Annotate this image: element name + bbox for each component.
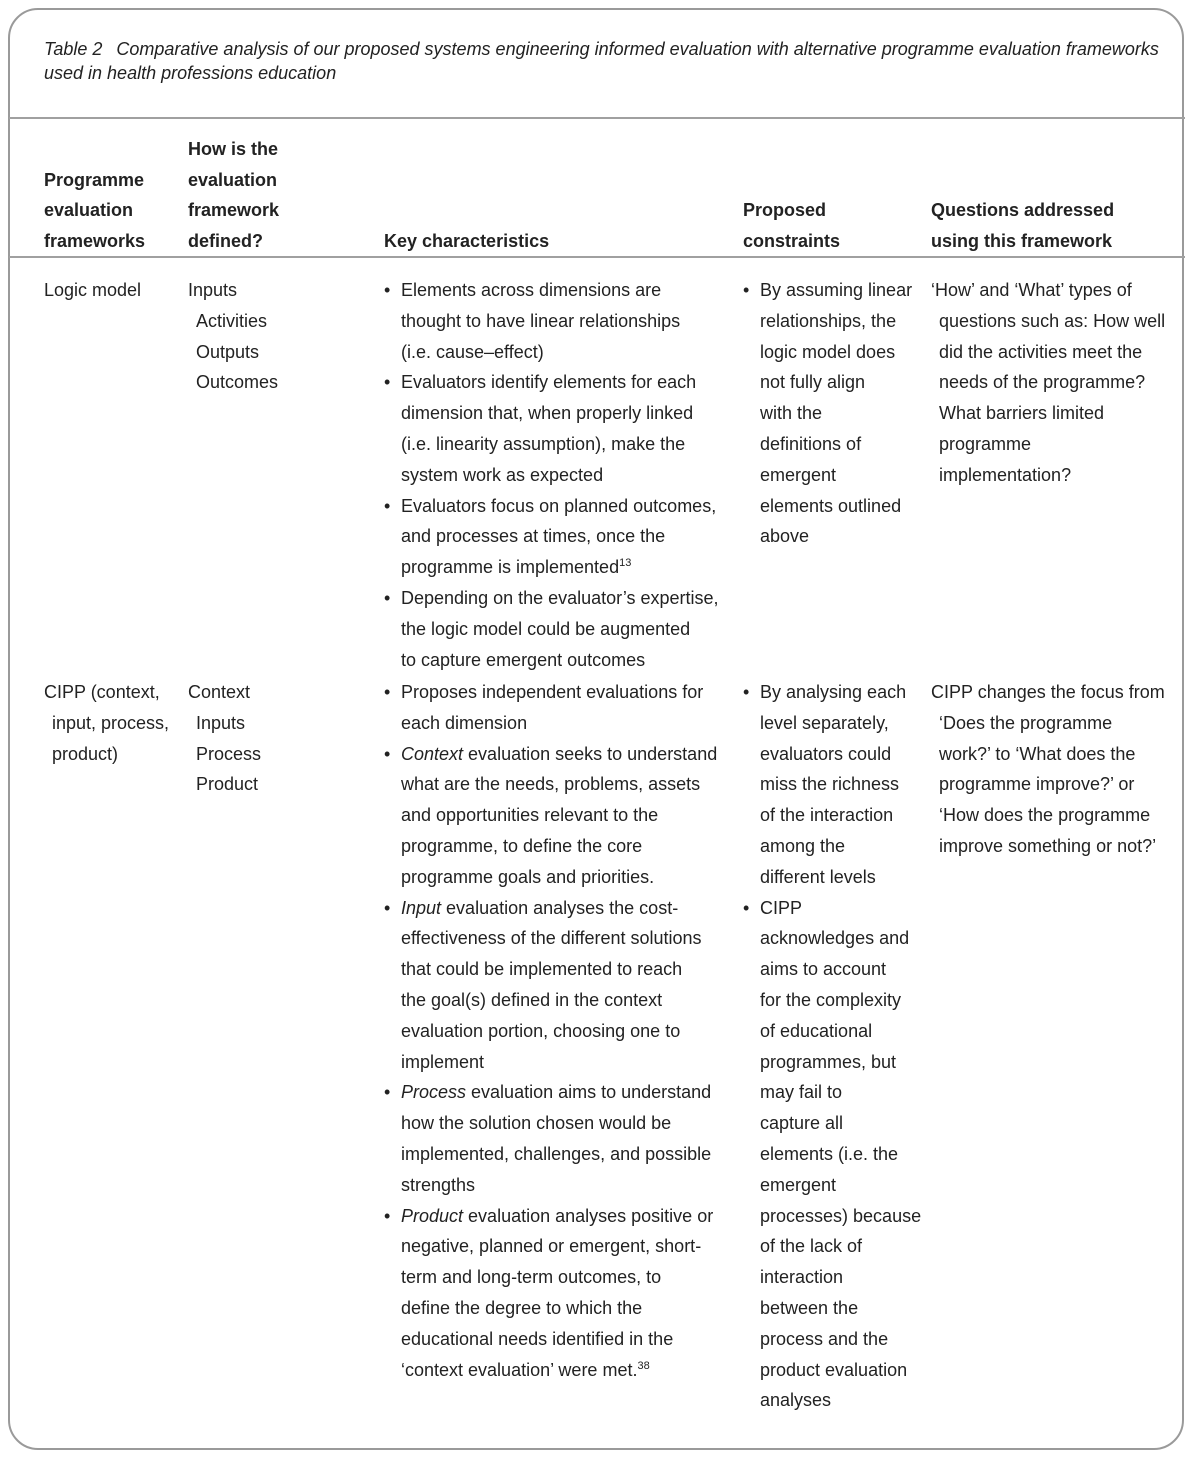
header-questions: Questions addressed using this framework <box>931 200 1115 252</box>
header-framework: Programme evaluation frameworks <box>44 169 146 252</box>
characteristic-item <box>384 739 734 893</box>
characteristic-text: evaluation seeks to understand what are the needs, problems, assets and opportunities relevant to the programme, to define the core programme goals and priorities. <box>401 743 718 887</box>
caption-text: Comparative analysis of our proposed systems engineering informed evaluation with alternative programme evaluation frameworks used in health professions education <box>44 39 1159 83</box>
questions-addressed: ‘How’ and ‘What’ types of questions such as: How well did the activities meet the needs of the programme? What barriers limited programme implementation? <box>931 280 1166 485</box>
header-characteristics: Key characteristics <box>384 231 550 252</box>
reference-superscript: 38 <box>637 1359 650 1372</box>
header-constraints: Proposed constraints <box>743 200 841 252</box>
characteristic-text: evaluation analyses the cost- effectiveness of the different solutions that could be implemented to reach the goal(s) defined in the context evaluation portion, choosing one to implement <box>401 897 702 1072</box>
characteristic-item <box>384 1201 734 1386</box>
framework-definition: Context Inputs Process Product <box>188 682 262 795</box>
reference-superscript: 13 <box>619 557 632 570</box>
characteristic-item <box>384 893 734 1078</box>
characteristic-item <box>384 677 734 739</box>
header-divider <box>9 256 1185 258</box>
constraint-item <box>743 275 923 552</box>
bullet-icon: • <box>384 372 391 393</box>
characteristic-text: evaluation aims to understand how the solution chosen would be implemented, challenges, and possible strengths <box>401 1082 712 1195</box>
bullet-icon: • <box>384 587 391 608</box>
constraint-item <box>743 677 923 893</box>
framework-definition: Inputs Activities Outputs Outcomes <box>188 280 279 393</box>
caption-label: Table 2 <box>44 39 103 59</box>
characteristic-text: Elements across dimensions are thought to have linear relationships (i.e. cause–effect) <box>401 280 681 362</box>
characteristic-item <box>384 1077 734 1200</box>
table-caption <box>44 37 1164 85</box>
characteristic-lead: Context <box>401 743 464 764</box>
bullet-icon: • <box>384 743 391 764</box>
framework-name: Logic model <box>44 280 142 300</box>
characteristic-text: Evaluators focus on planned outcomes, and processes at times, once the programme is implemented <box>401 495 717 578</box>
bullet-icon: • <box>743 280 750 300</box>
characteristic-lead: Process <box>401 1082 467 1103</box>
bullet-icon: • <box>384 280 391 300</box>
characteristic-item <box>384 275 734 367</box>
constraint-text: CIPP acknowledges and aims to account for the complexity of educational programmes, but may fail to capture all elements (i.e. the emergent processes) because of the lack of interaction between the process and the product evaluation analyses <box>760 897 922 1411</box>
characteristic-lead: Input <box>401 897 442 918</box>
proposed-constraints <box>743 275 923 552</box>
bullet-icon: • <box>384 897 391 918</box>
bullet-icon: • <box>384 682 391 702</box>
characteristic-item <box>384 583 734 675</box>
bullet-icon: • <box>743 682 750 702</box>
characteristic-item <box>384 491 734 583</box>
caption-divider <box>9 117 1185 119</box>
bullet-icon: • <box>384 1205 391 1226</box>
header-definition: How is the evaluation framework defined? <box>188 138 280 252</box>
constraint-item <box>743 893 923 1417</box>
characteristic-lead: Product <box>401 1205 464 1226</box>
characteristic-text: Evaluators identify elements for each dimension that, when properly linked (i.e. linearity assumption), make the system work as expected <box>401 372 697 485</box>
constraint-text: By assuming linear relationships, the logic model does not fully align with the definitions of emergent elements outlined above <box>760 280 913 547</box>
bullet-icon: • <box>384 1082 391 1103</box>
framework-name: CIPP (context, input, process, product) <box>44 682 170 764</box>
bullet-icon: • <box>743 897 750 918</box>
characteristic-text: Depending on the evaluator’s expertise, the logic model could be augmented to capture emergent outcomes <box>401 587 719 670</box>
characteristic-item <box>384 367 734 490</box>
characteristic-text: Proposes independent evaluations for each dimension <box>401 682 704 733</box>
key-characteristics <box>384 275 734 675</box>
characteristic-text: evaluation analyses positive or negative, planned or emergent, short- term and long-term outcomes, to define the degree to which the educational needs identified in the ‘context evaluation’ were met. <box>401 1205 714 1380</box>
constraint-text: By analysing each level separately, evaluators could miss the richness of the interaction among the different levels <box>760 682 907 887</box>
bullet-icon: • <box>384 495 391 516</box>
proposed-constraints <box>743 677 923 1416</box>
questions-addressed: CIPP changes the focus from ‘Does the programme work?’ to ‘What does the programme improve?’ or ‘How does the programme improve something or not?’ <box>931 682 1165 856</box>
key-characteristics <box>384 677 734 1385</box>
